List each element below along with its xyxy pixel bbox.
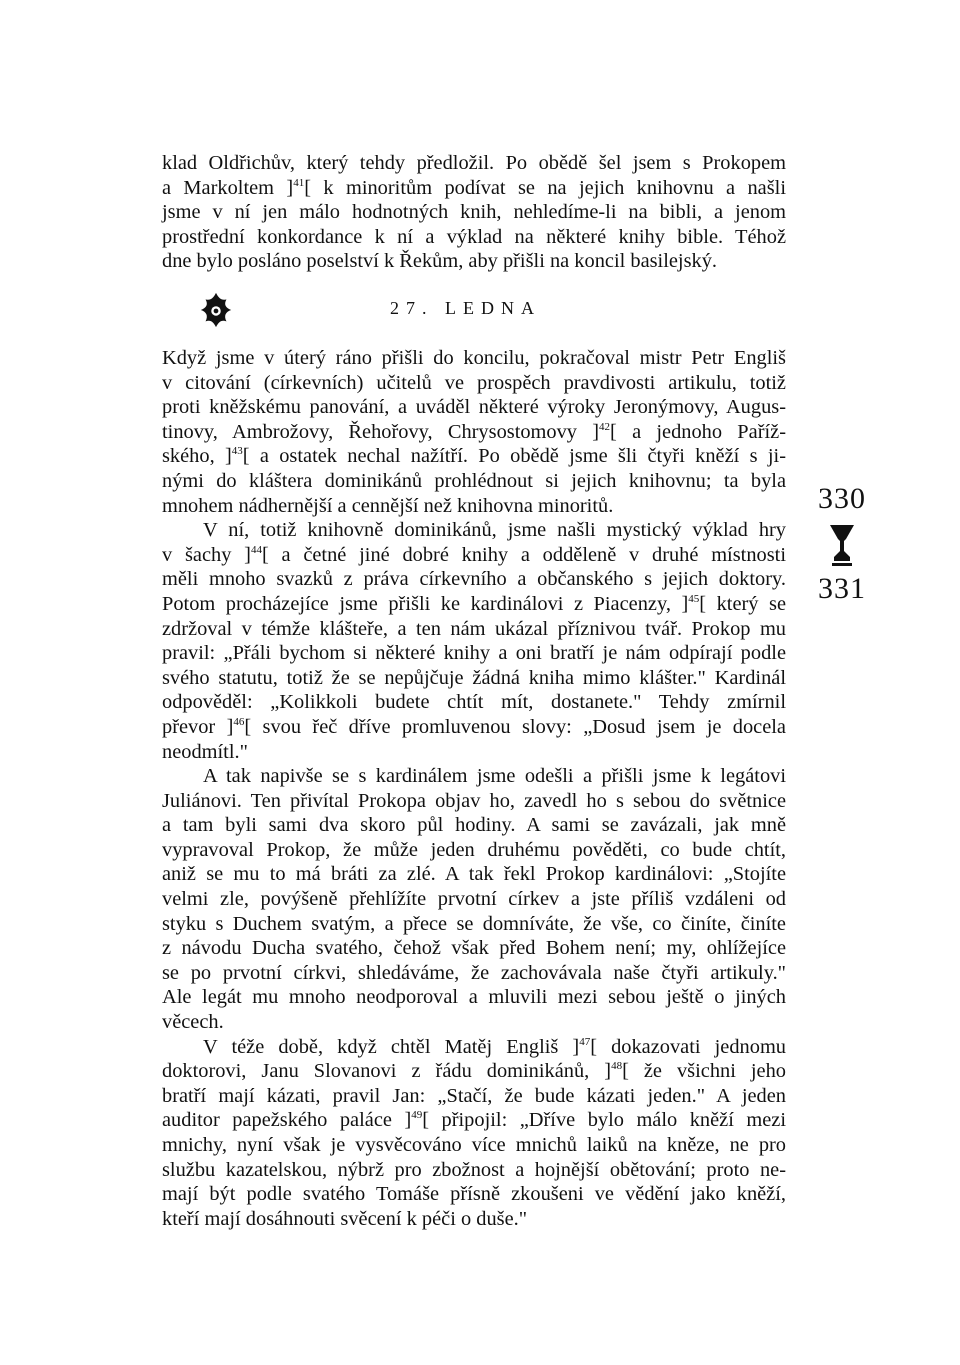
- text-line: doktorovi, Janu Slovanovi z řádu dominikánů, ]$^{48}$[ že všichni jeho: [162, 1060, 786, 1083]
- text-line: se po prvotní církvi, shledáváme, že zachovávala naše čtyři artikuly.": [162, 961, 786, 984]
- text-line: proti kněžskému panování, a uváděl některé výroky Jeronýmovy, Augus-: [162, 396, 786, 419]
- text-line: jsme v ní jen málo hodnotných knih, nehledíme-li na bibli, a jenom: [162, 201, 786, 224]
- text-line: službu kazatelskou, nýbrž pro zbožnost a hojnější obětování; proto ne-: [162, 1158, 786, 1181]
- text-line: prostřední konkordance k ní a výklad na některé knihy bible. Téhož: [162, 225, 786, 248]
- text-line: kteří mají dosáhnouti svěcení k péči o duše.": [162, 1207, 528, 1230]
- footnote-ref: 46: [233, 716, 245, 729]
- text-line: v šachy ]$^{44}$[ a četné jiné dobré knihy a odděleně v druhé místnosti: [162, 543, 786, 566]
- text-line: V ní, totiž knihovně dominikánů, jsme našli mystický výklad hry: [203, 519, 786, 542]
- main-text: [162, 346, 786, 1231]
- text-line: auditor papežského paláce ]$^{49}$[ připojil: „Dříve bylo málo kněží mezi: [162, 1109, 786, 1132]
- text-line: z návodu Ducha svatého, čehož však před Bohem není; my, ohlížejíce: [162, 937, 786, 960]
- text-line: neodmítl.": [162, 740, 248, 763]
- text-line: velmi zle, povýšeně přehlížíte prvotní církev a jste příliš vzdáleni od: [162, 888, 786, 911]
- text-line: ského, ]$^{43}$[ a ostatek nechal nažítří. Po obědě jsme šli čtyři kněží s ji-: [162, 445, 786, 468]
- text-line: Juliánovi. Ten přivítal Prokopa objav ho, zavedl ho s sebou do světnice: [162, 789, 786, 812]
- margin-number-top: 330: [818, 482, 866, 515]
- text-line: tinovy, Ambrožovy, Řehořovy, Chrysostomovy ]$^{42}$[ a jednoho Paříž-: [162, 420, 786, 443]
- text-line: v citování (církevních) učitelů ve prospěch pravdivosti artikulu, totiž: [162, 371, 786, 394]
- text-line: bratří mají kázati, pravil Jan: „Stačí, že bude kázati jeden." A jeden: [162, 1084, 786, 1107]
- section-heading: 27. LEDNA: [390, 298, 541, 318]
- text-line: a Markoltem ]$^{41}$[ k minoritům podívat se na jejich knihovnu a našli: [162, 176, 786, 199]
- text-line: a tam byli sami dva skoro půl hodiny. A sami se zavázali, jak mně: [162, 814, 786, 837]
- intro-paragraph: [162, 151, 786, 274]
- text-line: svého statutu, totiž že se nepůjčuje žádná kniha mimo klášter." Kardinál: [162, 666, 786, 689]
- text-line: mnichy, nyní však je vysvěcováno více mnichů laiků na kněze, ne pro: [162, 1134, 786, 1156]
- text-line: mnohem nádhernější a cennější než knihovna minoritů.: [162, 494, 614, 517]
- text-line: měli mnoho svazků z práva církevního a občanského s jejich doktory.: [162, 568, 786, 591]
- text-line: mají být podle svatého Tomáše přísně zkoušeni ve vědění jako kněží,: [162, 1183, 786, 1206]
- text-line: dne bylo posláno poselství k Řekům, aby přišli na koncil basilejský.: [162, 250, 718, 273]
- footnote-ref: 43: [231, 445, 243, 458]
- text-line: pravil: „Přáli bychom si některé knihy a oni bratří je nám odpírají podle: [162, 642, 786, 665]
- text-line: Ale legát mu mnoho neodporoval a mluvili mezi sebou ještě o jiných: [162, 986, 786, 1009]
- chalice-icon: [828, 523, 856, 567]
- text-line: aniž se mu to má bráti za zlé. A tak řekl Prokop kardinálovi: „Stojíte: [162, 863, 786, 886]
- margin-page-numbers: [818, 483, 882, 613]
- text-line: vypravoval Prokop, že může jeden druhému pověděti, co bude chtít,: [162, 838, 786, 861]
- margin-number-bottom: 331: [818, 572, 866, 605]
- text-line: Potom procházejíce jsme přišli ke kardinálovi z Piacenzy, ]$^{45}$[ který se: [162, 592, 787, 615]
- footnote-ref: 49: [411, 1109, 423, 1122]
- text-line: A tak napivše se s kardinálem jsme odešli a přišli jsme k legátovi: [203, 765, 786, 788]
- text-line: Když jsme v úterý ráno přišli do koncilu, pokračoval mistr Petr Engliš: [162, 347, 786, 369]
- footnote-ref: 48: [611, 1060, 623, 1073]
- text-line: převor ]$^{46}$[ svou řeč dříve promluvenou slovy: „Dosud jsem je docela: [162, 715, 786, 738]
- footnote-ref: 42: [599, 420, 611, 433]
- footnote-ref: 44: [250, 543, 262, 556]
- text-line: odpověděl: „Kolikkoli budete chtít mít, dostanete." Tehdy zmírnil: [162, 691, 786, 714]
- text-line: věcech.: [162, 1011, 224, 1034]
- footnote-ref: 47: [579, 1035, 591, 1048]
- text-line: V téže době, když chtěl Matěj Engliš ]$^{47}$[ dokazovati jednomu: [203, 1035, 786, 1058]
- footnote-ref: 41: [293, 176, 305, 189]
- text-line: zdržoval v témže klášteře, a ten nám ukázal příznivou tvář. Prokop mu: [162, 617, 786, 640]
- footnote-ref: 45: [688, 593, 700, 606]
- text-line: styku s Duchem svatým, a přece se domníváte, že vše, co činíte, činíte: [162, 912, 786, 935]
- text-line: klad Oldřichův, který tehdy předložil. Po obědě šel jsem s Prokopem: [162, 152, 786, 174]
- floral-ornament-icon: [197, 291, 235, 329]
- text-line: nými do kláštera dominikánů prohlédnout si jejich knihovnu; ta byla: [162, 469, 786, 492]
